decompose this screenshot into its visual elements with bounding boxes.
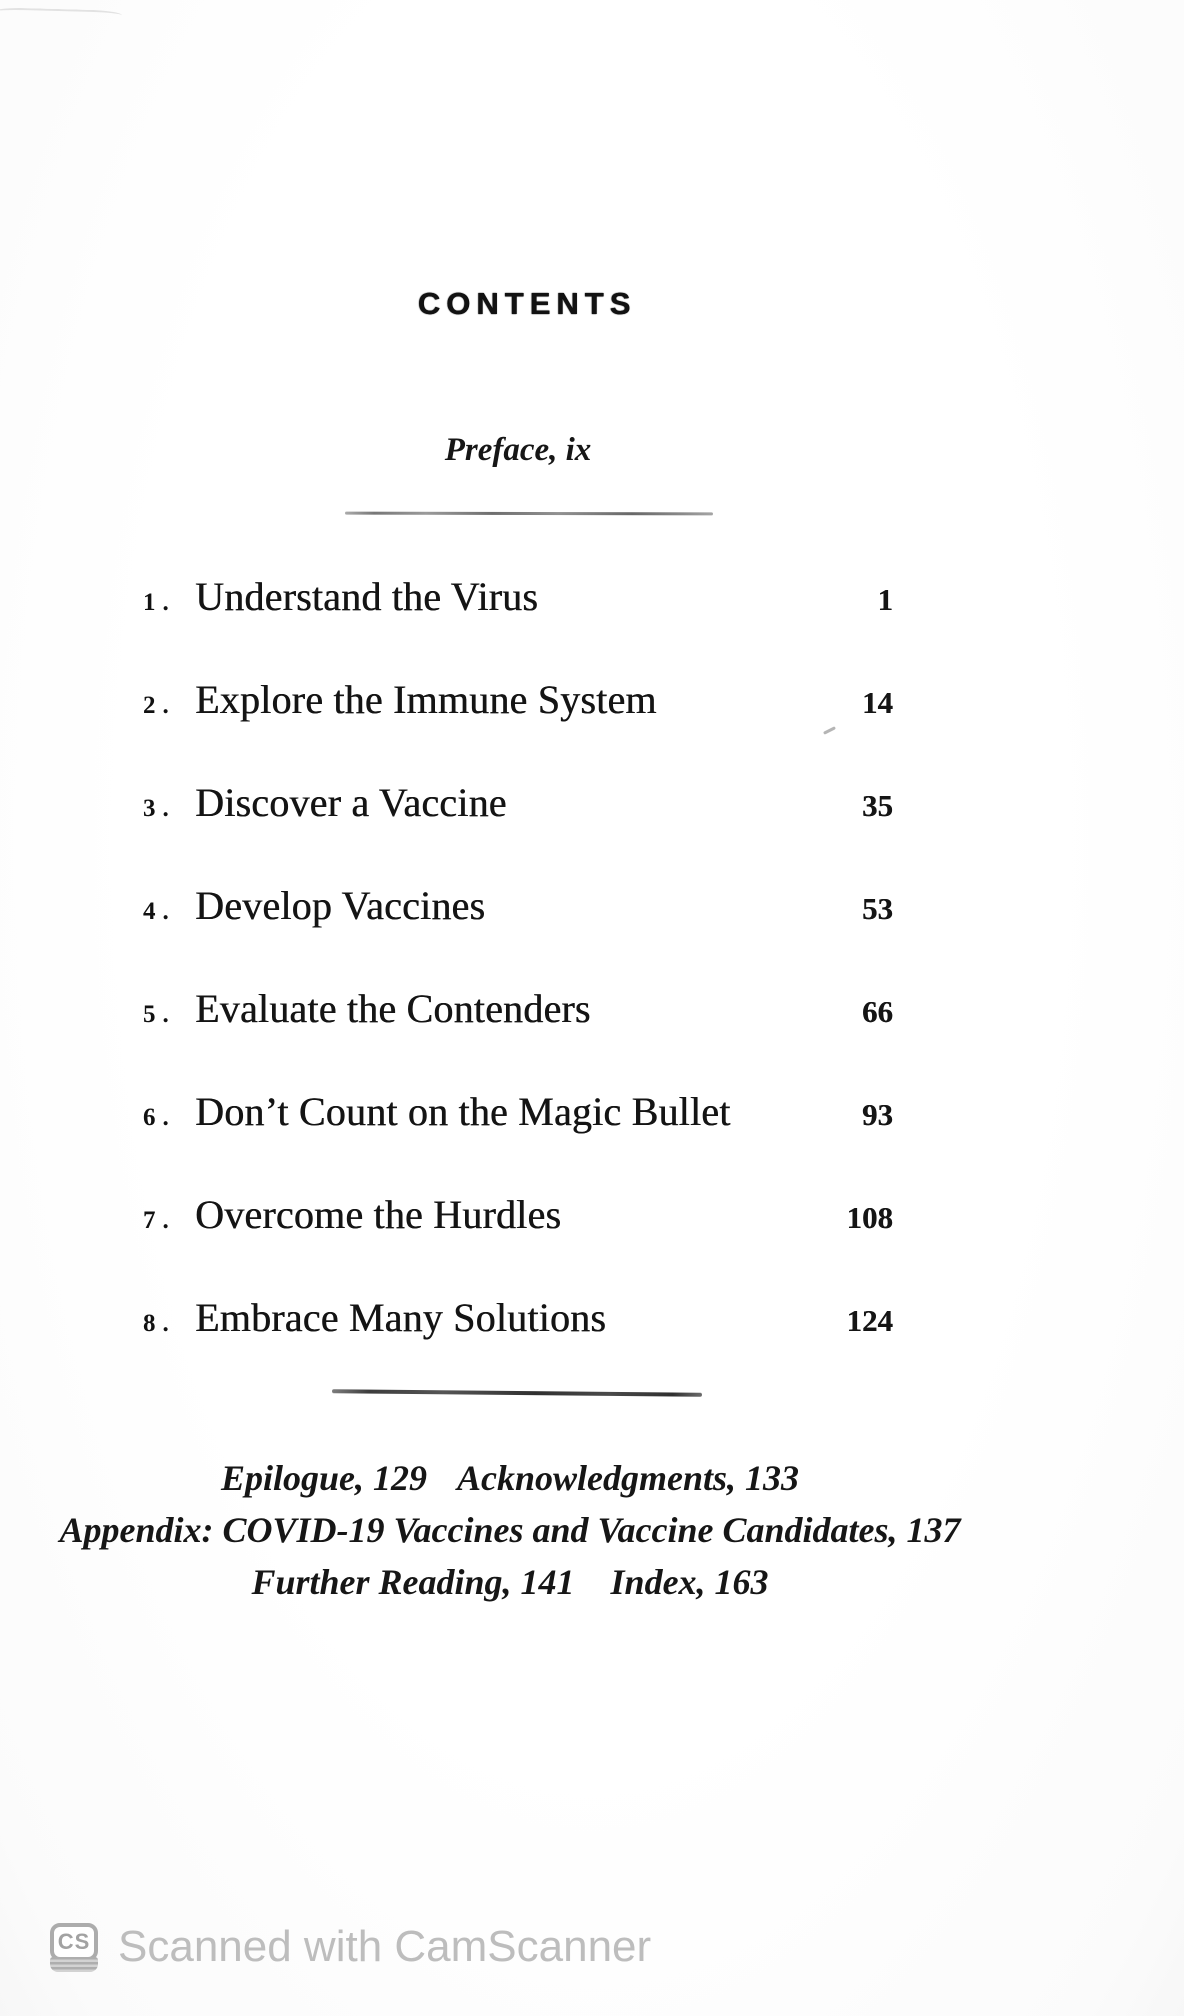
page-title: CONTENTS <box>417 286 637 321</box>
back-matter-line-2 <box>0 1504 1020 1556</box>
chapter-page-number: 53 <box>862 891 893 926</box>
chapter-page-number: 93 <box>862 1097 893 1132</box>
toc-row <box>143 1088 893 1142</box>
appendix-entry: Appendix: COVID-19 Vaccines and Vaccine Candidates, 137 <box>59 1510 961 1550</box>
chapter-number: 3. <box>143 795 176 822</box>
chapter-number: 6. <box>143 1104 176 1131</box>
divider-rule-bottom <box>332 1389 702 1396</box>
chapter-page-number: 35 <box>862 788 893 823</box>
chapter-number: 8. <box>143 1310 176 1337</box>
camscanner-logo-letters: CS <box>57 1929 91 1954</box>
camscanner-watermark-bar <box>50 1921 651 1972</box>
chapter-number: 7. <box>143 1207 176 1234</box>
back-matter-line-1 <box>0 1452 1020 1504</box>
epilogue-entry: Epilogue, 129 <box>220 1458 427 1498</box>
chapter-title: Embrace Many Solutions <box>195 1295 607 1340</box>
chapter-title: Evaluate the Contenders <box>195 986 591 1031</box>
chapter-number: 1. <box>143 589 176 616</box>
divider-rule-top <box>345 512 713 516</box>
chapter-number: 2. <box>143 692 176 719</box>
acknowledgments-entry: Acknowledgments, 133 <box>456 1458 800 1498</box>
camscanner-logo-pages <box>50 1957 98 1972</box>
chapter-title: Explore the Immune System <box>195 677 657 722</box>
chapter-page-number: 1 <box>877 582 893 617</box>
toc-row <box>143 985 893 1039</box>
scan-artifact-squiggle <box>0 7 122 20</box>
preface-entry: Preface, ix <box>444 432 592 468</box>
camscanner-logo-icon <box>50 1923 98 1972</box>
toc-row <box>143 573 893 627</box>
toc-row <box>143 1191 893 1245</box>
chapter-page-number: 14 <box>862 685 893 720</box>
chapter-title: Develop Vaccines <box>195 883 486 928</box>
chapter-page-number: 108 <box>846 1200 893 1235</box>
chapter-number: 5. <box>143 1001 176 1028</box>
index-entry: Index, 163 <box>610 1562 769 1602</box>
toc-row <box>143 1294 893 1348</box>
toc-row <box>143 882 893 936</box>
toc-row <box>143 676 893 730</box>
chapter-title: Discover a Vaccine <box>195 780 507 825</box>
further-reading-entry: Further Reading, 141 <box>251 1562 575 1602</box>
back-matter-line-3 <box>0 1556 1020 1608</box>
chapter-page-number: 124 <box>846 1303 893 1338</box>
chapter-title: Understand the Virus <box>195 574 539 619</box>
back-matter-block <box>0 1452 1020 1608</box>
chapter-page-number: 66 <box>862 994 893 1029</box>
chapter-number: 4. <box>143 898 176 925</box>
chapter-title: Overcome the Hurdles <box>195 1192 562 1237</box>
chapter-title: Don’t Count on the Magic Bullet <box>195 1089 731 1134</box>
watermark-text: Scanned with CamScanner <box>118 1922 652 1971</box>
toc-row <box>143 779 893 833</box>
